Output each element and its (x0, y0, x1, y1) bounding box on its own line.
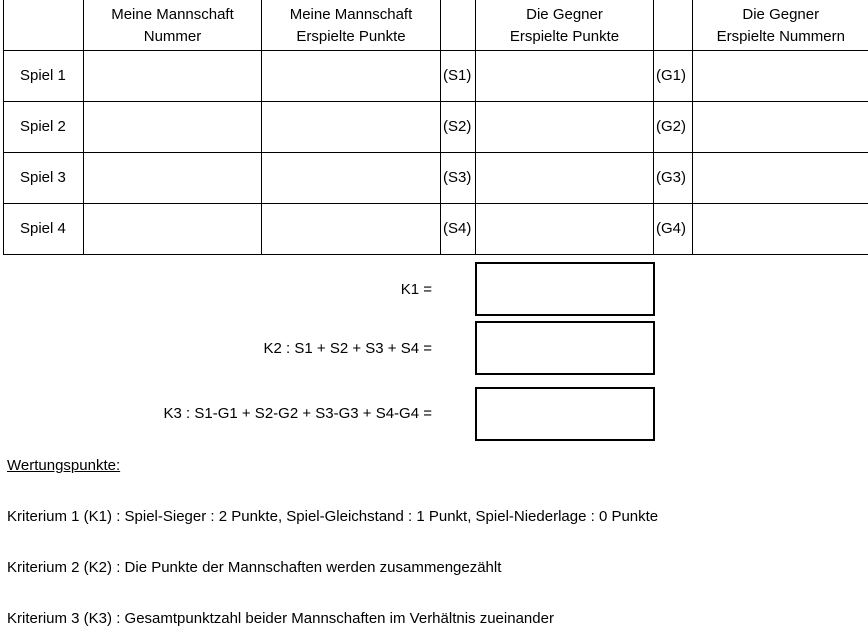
my-team-number-cell[interactable] (84, 50, 262, 101)
header-line: Die Gegner (742, 6, 820, 23)
score-table (3, 0, 868, 255)
k1-label: K1 = (400, 281, 432, 298)
header-opponent-numbers (693, 0, 868, 50)
header-g-marker-column (654, 0, 693, 50)
game-label: Spiel 1 (4, 50, 84, 101)
k2-label: K2 : S1 + S2 + S3 + S4 = (263, 340, 432, 357)
table-row (4, 203, 868, 254)
table-row (4, 50, 868, 101)
header-line: Meine Mannschaft (289, 6, 413, 23)
header-line: Erspielte Punkte (509, 28, 620, 45)
game-label: Spiel 3 (4, 152, 84, 203)
header-s-marker-column (441, 0, 476, 50)
game-label: Spiel 4 (4, 203, 84, 254)
opponent-points-cell[interactable] (476, 203, 654, 254)
header-line: Erspielte Nummern (716, 28, 845, 45)
g-marker: (G4) (654, 203, 693, 254)
criterion-2-text: Kriterium 2 (K2) : Die Punkte der Mannschaften werden zusammengezählt (7, 559, 502, 576)
s-marker: (S3) (441, 152, 476, 203)
criterion-3-text: Kriterium 3 (K3) : Gesamtpunktzahl beider Mannschaften im Verhältnis zueinander (7, 610, 554, 627)
s-marker: (S1) (441, 50, 476, 101)
my-team-points-cell[interactable] (262, 101, 441, 152)
header-empty-cell (4, 0, 84, 50)
game-label: Spiel 2 (4, 101, 84, 152)
header-my-team-points (262, 0, 441, 50)
opponent-points-cell[interactable] (476, 152, 654, 203)
header-line: Erspielte Punkte (296, 28, 406, 45)
opponent-numbers-cell[interactable] (693, 101, 868, 152)
header-line: Nummer (143, 28, 202, 45)
g-marker: (G2) (654, 101, 693, 152)
s-marker: (S4) (441, 203, 476, 254)
g-marker: (G1) (654, 50, 693, 101)
header-line: Die Gegner (526, 6, 603, 23)
k2-result-box[interactable] (475, 321, 655, 375)
my-team-points-cell[interactable] (262, 50, 441, 101)
opponent-points-cell[interactable] (476, 101, 654, 152)
opponent-numbers-cell[interactable] (693, 152, 868, 203)
table-row (4, 152, 868, 203)
criterion-1-text: Kriterium 1 (K1) : Spiel-Sieger : 2 Punkte, Spiel-Gleichstand : 1 Punkt, Spiel-Niederlage : 0 Punkte (7, 508, 659, 525)
g-marker: (G3) (654, 152, 693, 203)
opponent-points-cell[interactable] (476, 50, 654, 101)
header-my-team-number (84, 0, 262, 50)
my-team-number-cell[interactable] (84, 203, 262, 254)
header-line: Meine Mannschaft (111, 6, 234, 23)
s-marker: (S2) (441, 101, 476, 152)
opponent-numbers-cell[interactable] (693, 203, 868, 254)
table-header-row (4, 0, 868, 50)
k3-result-box[interactable] (475, 387, 655, 441)
my-team-points-cell[interactable] (262, 152, 441, 203)
scoring-heading: Wertungspunkte: (7, 457, 121, 474)
opponent-numbers-cell[interactable] (693, 50, 868, 101)
my-team-number-cell[interactable] (84, 101, 262, 152)
header-opponent-points (476, 0, 654, 50)
my-team-number-cell[interactable] (84, 152, 262, 203)
table-row (4, 101, 868, 152)
k1-result-box[interactable] (475, 262, 655, 316)
k3-label: K3 : S1-G1 + S2-G2 + S3-G3 + S4-G4 = (163, 405, 432, 422)
my-team-points-cell[interactable] (262, 203, 441, 254)
